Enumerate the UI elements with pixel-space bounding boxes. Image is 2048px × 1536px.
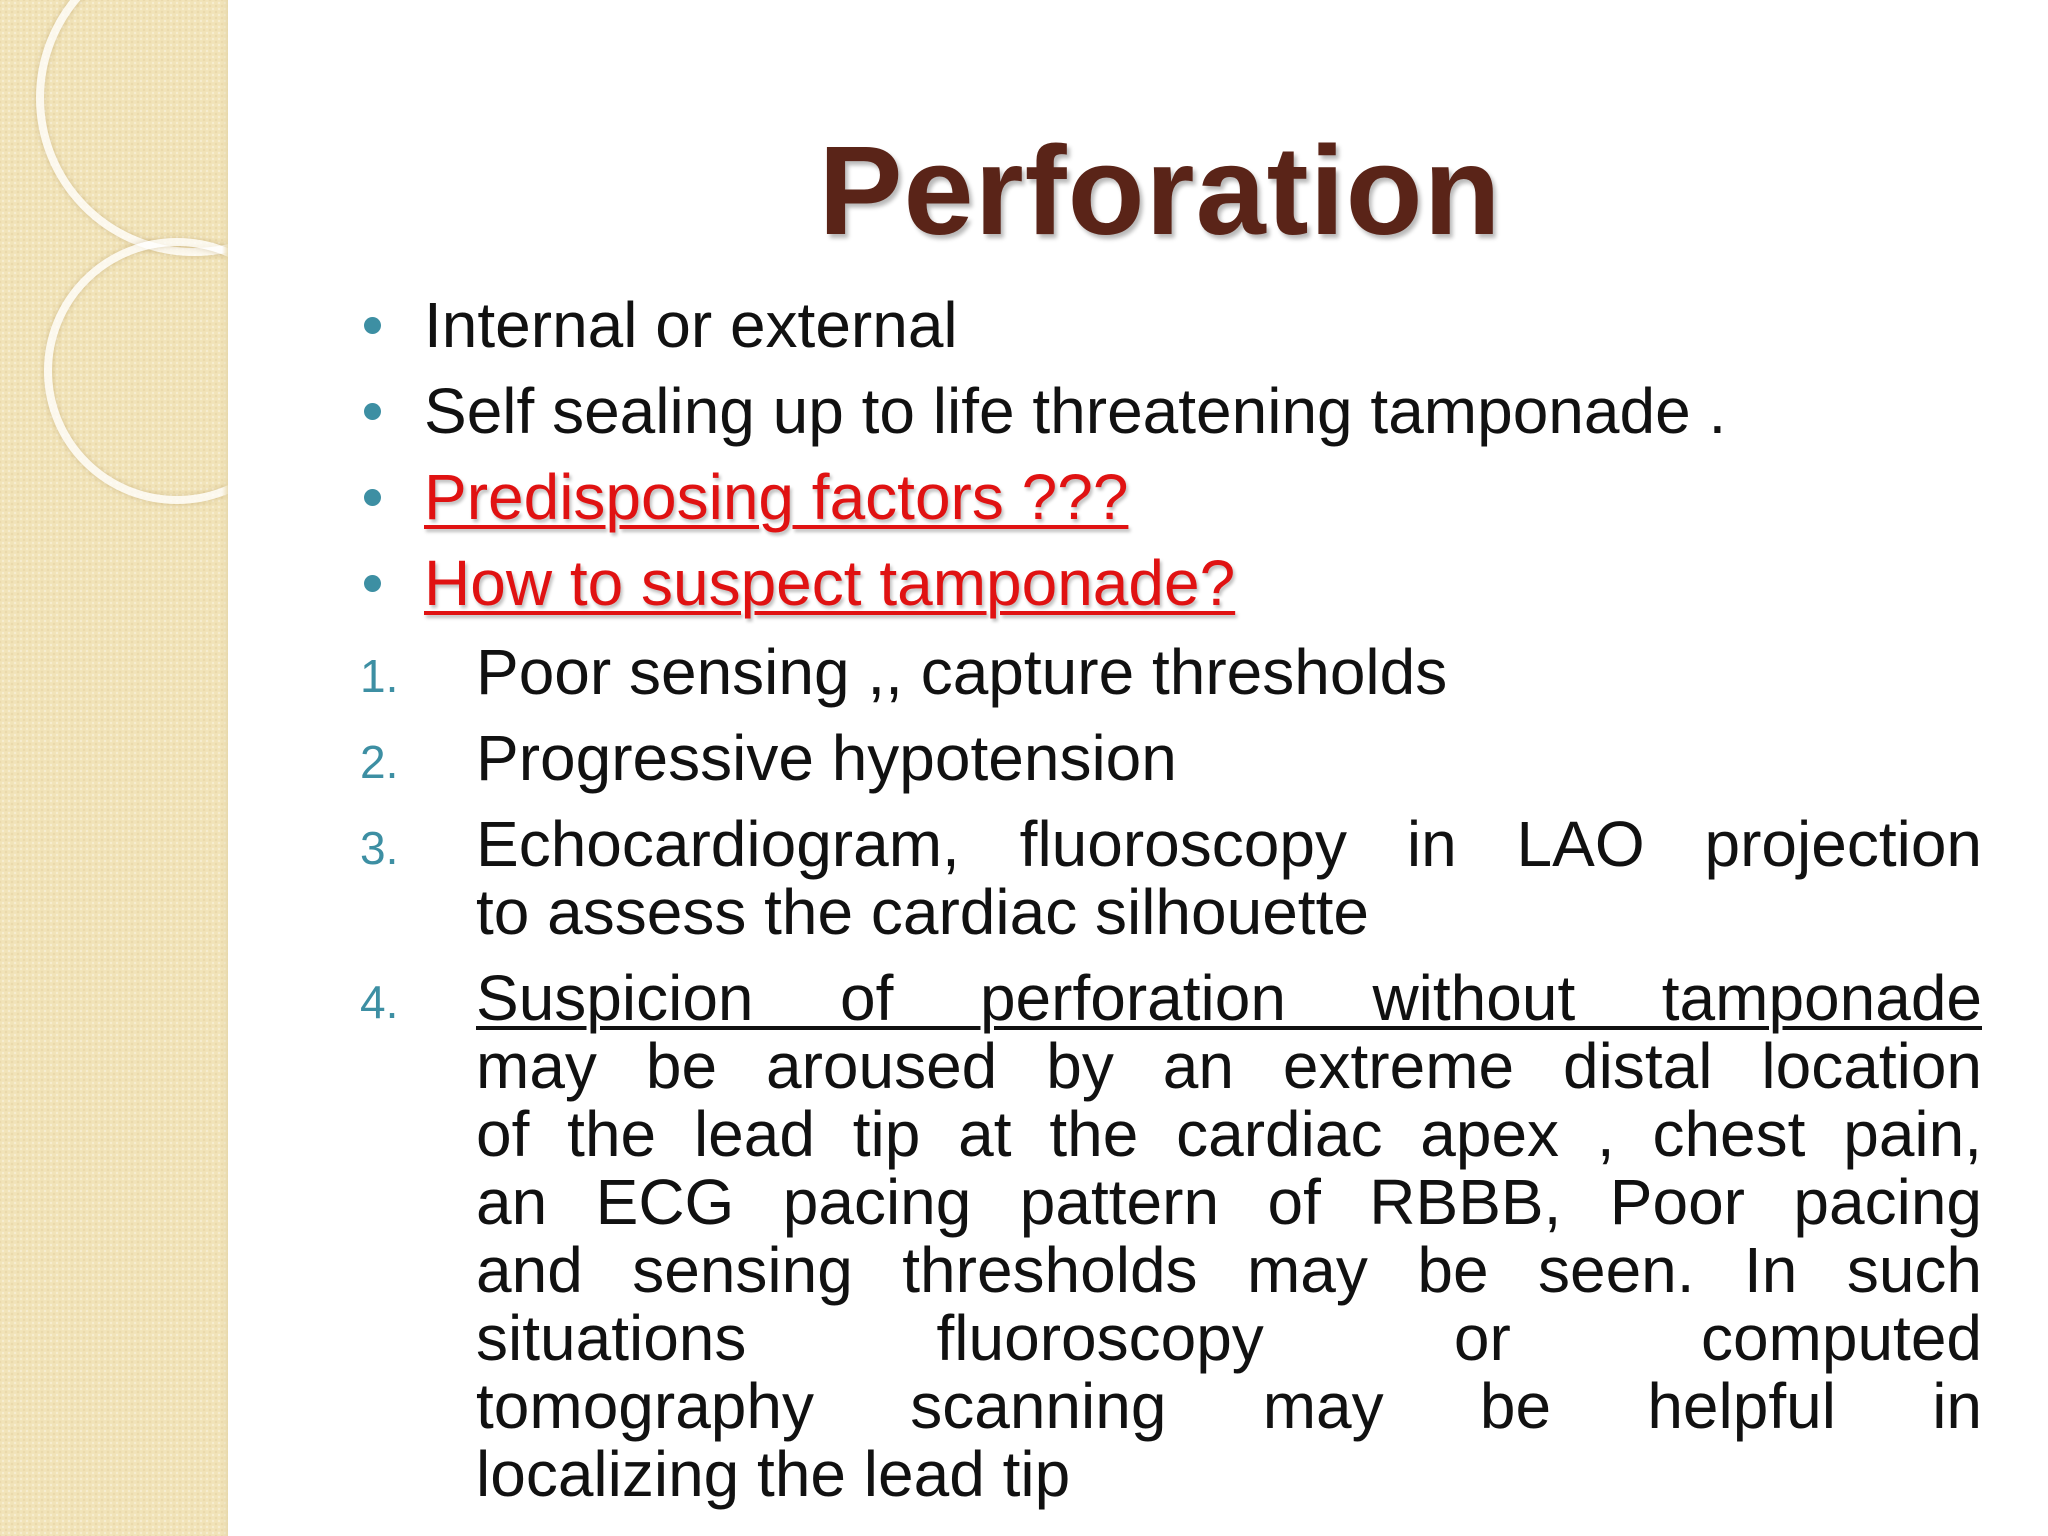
item-text-line: and sensing thresholds may be seen. In such xyxy=(476,1234,1982,1306)
numbered-item-4 xyxy=(352,964,1982,1508)
item-number: 2. xyxy=(360,736,399,788)
decorative-ring-middle xyxy=(44,238,228,504)
bullet-item-self-sealing xyxy=(352,368,1982,454)
decorative-side-panel xyxy=(0,0,228,1536)
bullet-item-suspect-tamponade xyxy=(352,540,1982,626)
numbered-item-3 xyxy=(352,810,1982,946)
bullet-dot-icon xyxy=(364,575,381,592)
numbered-list xyxy=(352,638,1982,1508)
item-text: Poor sensing ,, capture thresholds xyxy=(476,636,1448,708)
bullet-text-highlight: How to suspect tamponade? xyxy=(424,547,1236,619)
item-text-line: Echocardiogram, fluoroscopy in LAO projection xyxy=(476,808,1982,880)
item-text-line: tomography scanning may be helpful in xyxy=(476,1370,1982,1442)
decorative-ring-top xyxy=(36,0,228,256)
item-number: 4. xyxy=(360,976,399,1028)
numbered-item-1 xyxy=(352,638,1982,706)
bullet-text-highlight: Predisposing factors ??? xyxy=(424,461,1129,533)
item-text-line: to assess the cardiac silhouette xyxy=(476,876,1369,948)
item-text-line: of the lead tip at the cardiac apex , chest pain, xyxy=(476,1098,1982,1170)
bullet-text: Internal or external xyxy=(424,289,958,361)
item-text-line: localizing the lead tip xyxy=(476,1438,1071,1510)
slide-content xyxy=(352,282,1982,1508)
bullet-item-internal-external xyxy=(352,282,1982,368)
numbered-item-2 xyxy=(352,724,1982,792)
item-number: 3. xyxy=(360,822,399,874)
bullet-text: Self sealing up to life threatening tamponade . xyxy=(424,375,1727,447)
item-text-line: may be aroused by an extreme distal location xyxy=(476,1030,1982,1102)
item-text-underlined: Suspicion of perforation without tamponade xyxy=(476,962,1982,1034)
item-text-line: situations fluoroscopy or computed xyxy=(476,1302,1982,1374)
bullet-dot-icon xyxy=(364,403,381,420)
bullet-dot-icon xyxy=(364,317,381,334)
side-panel-edge xyxy=(222,0,228,1536)
slide-title: Perforation xyxy=(818,120,1502,261)
bullet-list xyxy=(352,282,1982,626)
item-text-line: an ECG pacing pattern of RBBB, Poor pacing xyxy=(476,1166,1982,1238)
item-text: Progressive hypotension xyxy=(476,722,1177,794)
bullet-item-predisposing-factors xyxy=(352,454,1982,540)
item-number: 1. xyxy=(360,650,399,702)
bullet-dot-icon xyxy=(364,489,381,506)
